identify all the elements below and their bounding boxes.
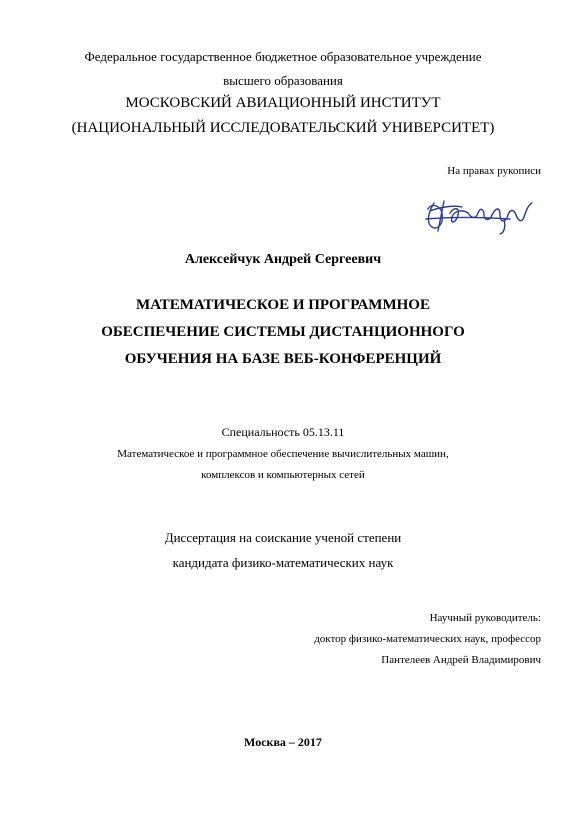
institution-line-4: (НАЦИОНАЛЬНЫЙ ИССЛЕДОВАТЕЛЬСКИЙ УНИВЕРСИТЕТ) [71,120,495,136]
institution-line-2: высшего образования [223,73,343,88]
degree-line-2: кандидата физико-математических наук [172,555,394,570]
institution-line-3: МОСКОВСКИЙ АВИАЦИОННЫЙ ИНСТИТУТ [125,95,441,111]
supervisor-label: Научный руководитель: [429,612,541,624]
supervisor-title: доктор физико-математических наук, профессор [314,633,541,645]
city-year: Москва – 2017 [244,735,322,749]
title-line-1: МАТЕМАТИЧЕСКОЕ И ПРОГРАММНОЕ [136,297,430,313]
manuscript-note: На правах рукописи [447,165,541,177]
author-name: Алексейчук Андрей Сергеевич [184,252,382,267]
degree-line-1: Диссертация на соискание ученой степени [164,530,402,545]
title-line-2: ОБЕСПЕЧЕНИЕ СИСТЕМЫ ДИСТАНЦИОННОГО [101,324,465,340]
institution-line-1: Федеральное государственное бюджетное образовательное учреждение [84,49,482,64]
signature-image [420,193,548,235]
title-line-3: ОБУЧЕНИЯ НА БАЗЕ ВЕБ-КОНФЕРЕНЦИЙ [124,351,442,367]
specialty-name-line-2: комплексов и компьютерных сетей [201,469,365,481]
specialty-name-line-1: Математическое и программное обеспечение вычислительных машин, [117,448,449,460]
specialty-code: Специальность 05.13.11 [221,425,345,439]
supervisor-name: Пантелеев Андрей Владимирович [381,654,541,666]
